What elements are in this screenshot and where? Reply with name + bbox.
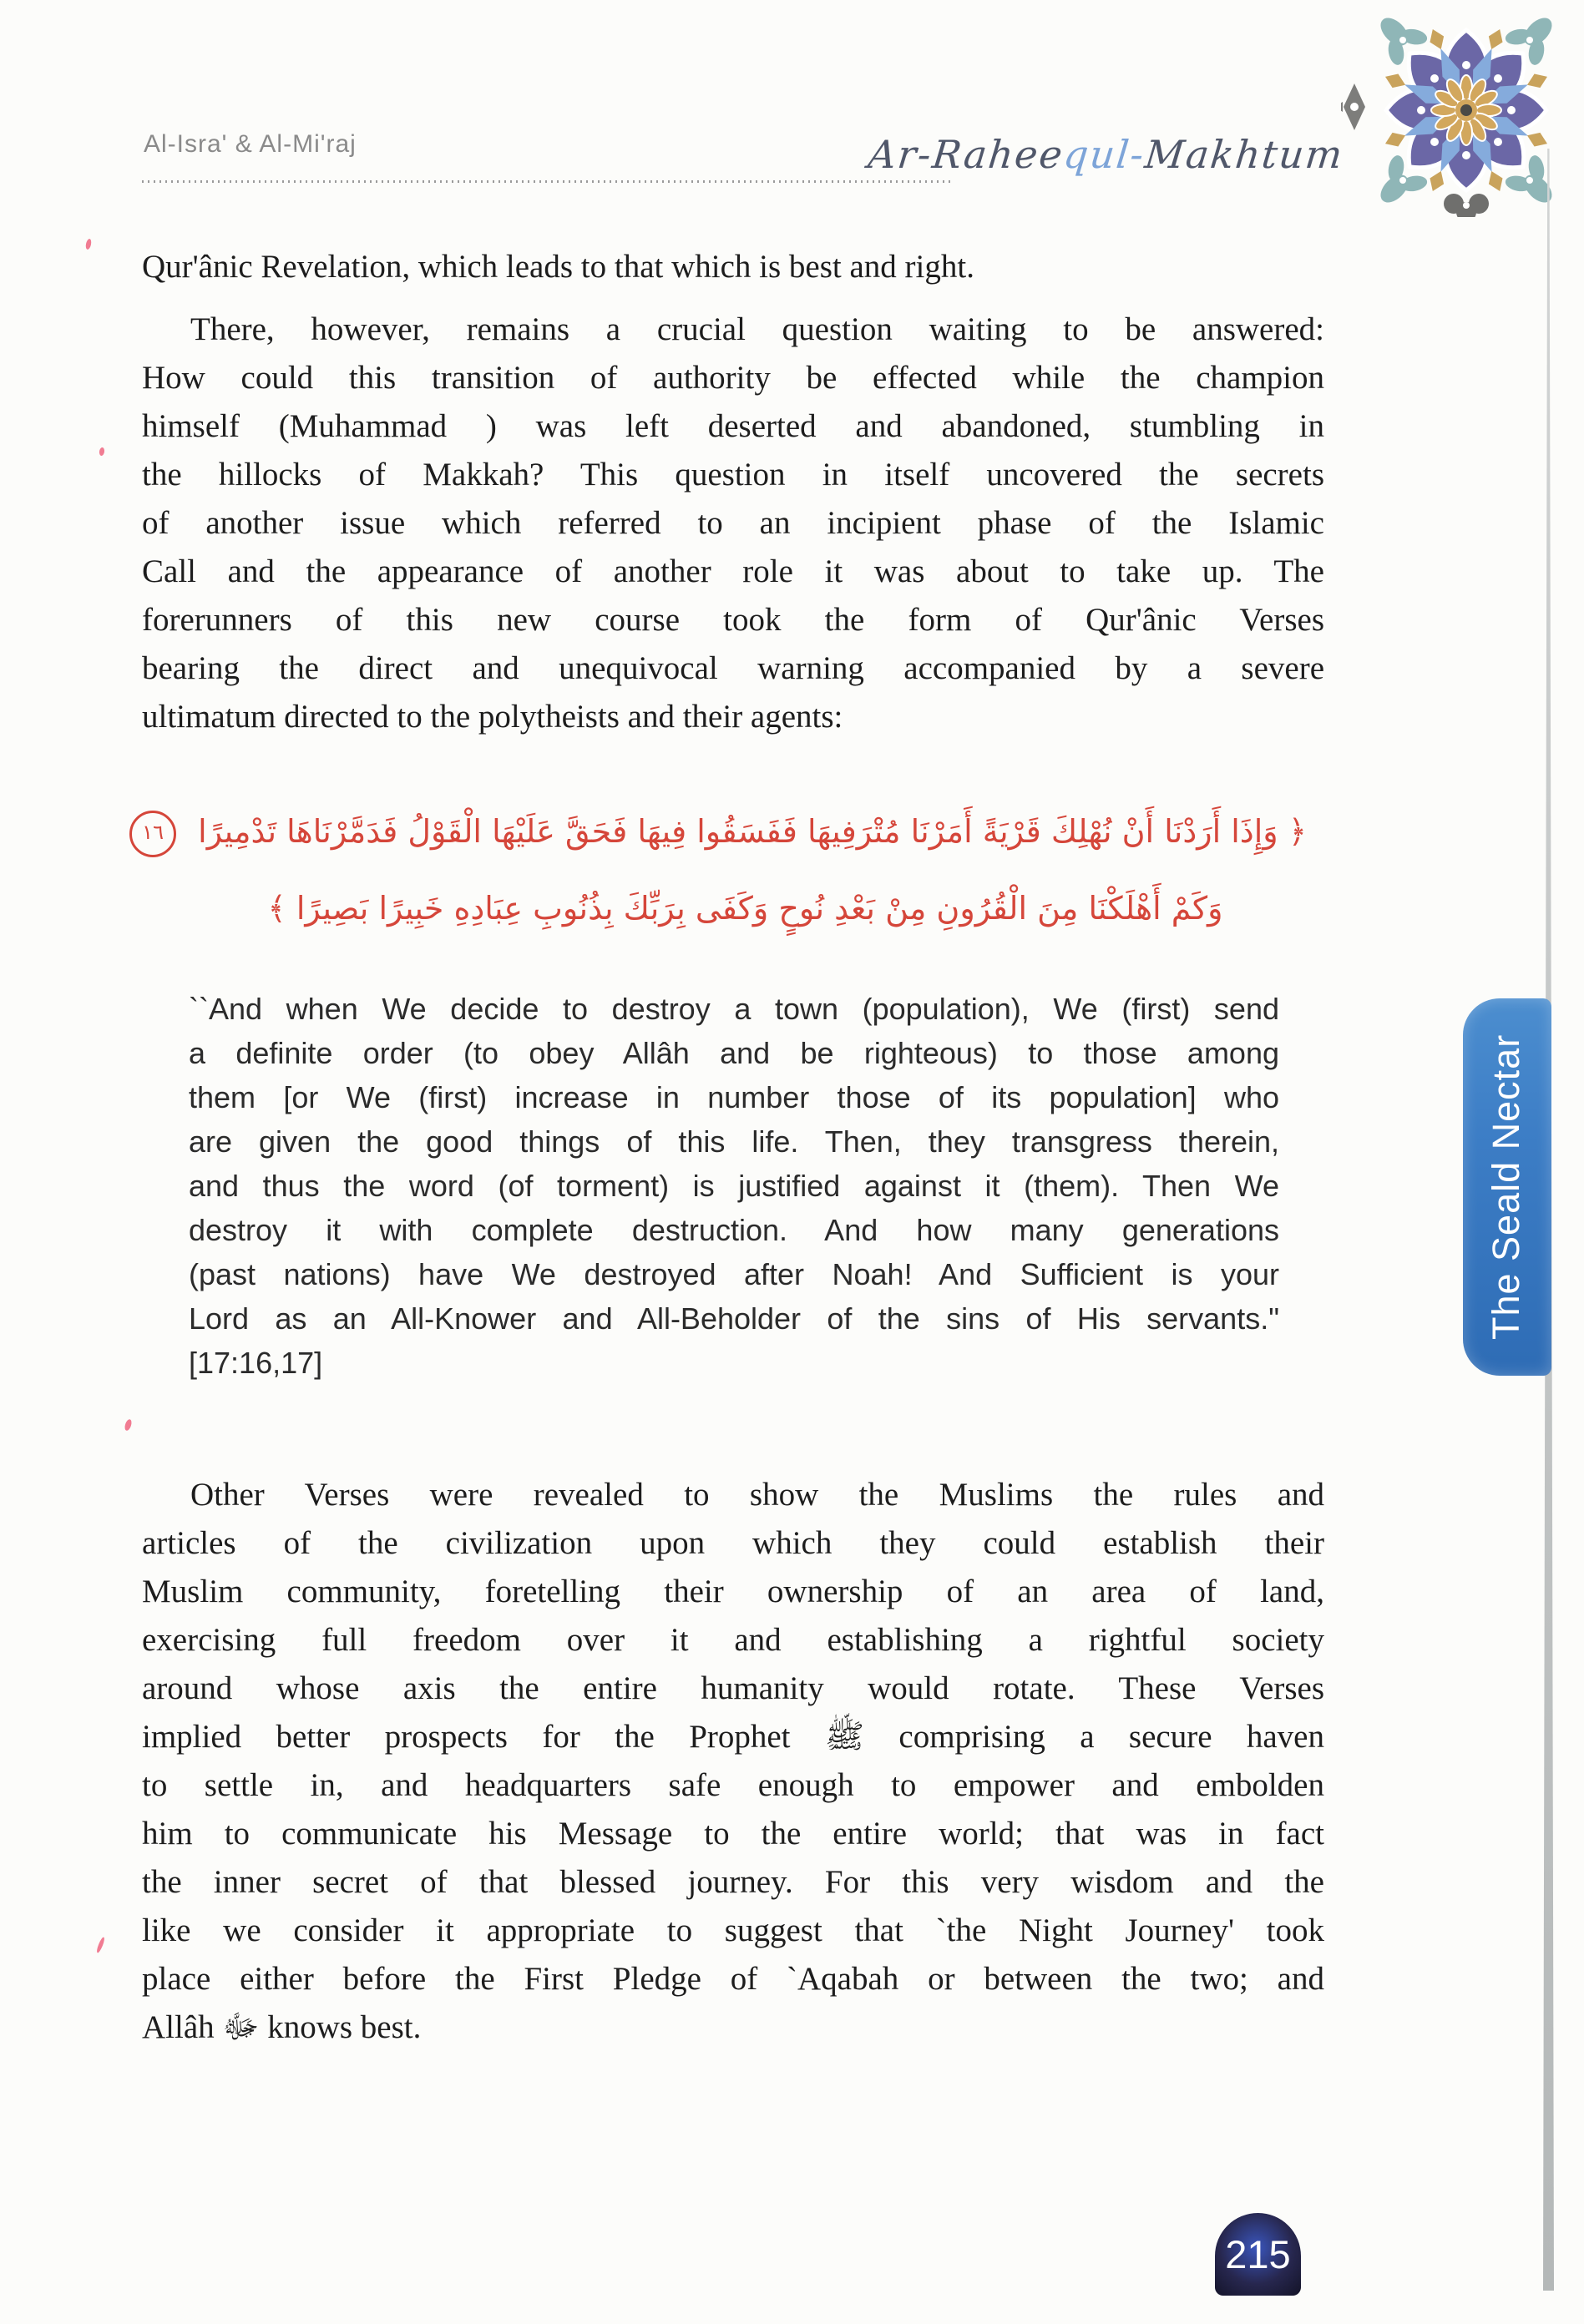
quran-verse-arabic	[142, 793, 1307, 947]
text-line: to settle in, and headquarters safe enough to empower and embolden	[142, 1767, 1324, 1803]
verse-number-marker: ١٦	[129, 811, 176, 857]
text-line: destroy it with complete destruction. And how many generations	[189, 1213, 1279, 1247]
text-line: them [or We (first) increase in number those of its population] who	[189, 1080, 1279, 1114]
scan-speck	[95, 1937, 105, 1953]
chapter-header: Al-Isra' & Al-Mi'raj	[144, 130, 357, 158]
text-line: and thus the word (of torment) is justified against it (them). Then We	[189, 1169, 1279, 1203]
text-line: Allâh ﷻ knows best.	[142, 2009, 422, 2045]
text-line: ``And when We decide to destroy a town (population), We (first) send	[189, 992, 1279, 1026]
text-line: ultimatum directed to the polytheists and their agents:	[142, 699, 843, 735]
text-line: Lord as an All-Knower and All-Beholder of the sins of His servants."	[189, 1301, 1279, 1336]
page-number-badge	[1215, 2213, 1301, 2296]
book-title-part: Makhtum	[1142, 132, 1346, 177]
text-line: a definite order (to obey Allâh and be righteous) to those among	[189, 1036, 1279, 1070]
scan-speck	[99, 447, 104, 457]
edge-tab-book-title	[1463, 998, 1551, 1376]
text-line: Muslim community, foretelling their ownership of an area of land,	[142, 1574, 1324, 1609]
text-line: are given the good things of this life. Then, they transgress therein,	[189, 1124, 1279, 1159]
text-line: exercising full freedom over it and establishing a rightful society	[142, 1622, 1324, 1658]
text-line: bearing the direct and unequivocal warning accompanied by a severe	[142, 650, 1324, 686]
paragraph-continuation	[142, 243, 1324, 291]
text-line: around whose axis the entire humanity would rotate. These Verses	[142, 1670, 1324, 1706]
text-line: Qur'ânic Revelation, which leads to that which is best and right.	[142, 249, 974, 285]
text-line: Other Verses were revealed to show the Muslims the rules and	[190, 1477, 1324, 1513]
text-line: himself (Muhammad ) was left deserted and abandoned, stumbling in	[142, 408, 1324, 444]
scan-speck	[85, 239, 93, 250]
text-line: of another issue which referred to an incipient phase of the Islamic	[142, 505, 1324, 541]
text-line: Call and the appearance of another role it was about to take up. The	[142, 553, 1324, 589]
book-title-part: qul-	[1061, 132, 1148, 177]
text-line: the hillocks of Makkah? This question in itself uncovered the secrets	[142, 457, 1324, 493]
text-line: [17:16,17]	[189, 1346, 323, 1380]
book-title-part: Ar-Rahee	[866, 132, 1066, 177]
text-line: There, however, remains a crucial question waiting to be answered:	[190, 311, 1324, 347]
text-line: place either before the First Pledge of `Aqabah or between the two; and	[142, 1961, 1324, 1997]
text-line: articles of the civilization upon which they could establish their	[142, 1525, 1324, 1561]
header-dotted-rule	[142, 180, 950, 183]
text-line: How could this transition of authority be effected while the champion	[142, 360, 1324, 396]
scan-speck	[124, 1418, 133, 1431]
book-title-script	[866, 132, 1346, 177]
quran-verse-line2: وَكَمْ أَهْلَكْنَا مِنَ الْقُرُونِ مِنْ بَعْدِ نُوحٍ وَكَفَى بِرَبِّكَ بِذُنُوبِ عِبَادِهِ خَبِيرًا بَصِيرًا ﴾	[267, 890, 1223, 927]
text-line: (past nations) have We destroyed after Noah! And Sufficient is your	[189, 1257, 1279, 1291]
edge-tab-label: The Seald Nectar	[1485, 1033, 1527, 1341]
quran-verse-line1	[142, 793, 1307, 870]
verse-translation	[189, 987, 1279, 1385]
arabesque-ornament-icon	[1341, 8, 1558, 217]
paragraph-other-verses	[142, 1471, 1324, 2052]
text-line: implied better prospects for the Prophet ﷺ comprising a secure haven	[142, 1719, 1324, 1755]
quran-verse-text: ﴿ وَإِذَا أَرَدْنَا أَنْ نُهْلِكَ قَرْيَةً أَمَرْنَا مُتْرَفِيهَا فَفَسَقُوا فِيهَا فَحَقَّ عَلَيْهَا الْقَوْلُ فَدَمَّرْنَاهَا تَدْمِيرًا	[198, 813, 1307, 850]
text-line: forerunners of this new course took the form of Qur'ânic Verses	[142, 602, 1324, 638]
text-line: him to communicate his Message to the entire world; that was in fact	[142, 1816, 1324, 1852]
paragraph-question	[142, 306, 1324, 741]
page-number: 215	[1225, 2232, 1291, 2276]
text-line: like we consider it appropriate to suggest that `the Night Journey' took	[142, 1912, 1324, 1948]
text-line: the inner secret of that blessed journey. For this very wisdom and the	[142, 1864, 1324, 1900]
